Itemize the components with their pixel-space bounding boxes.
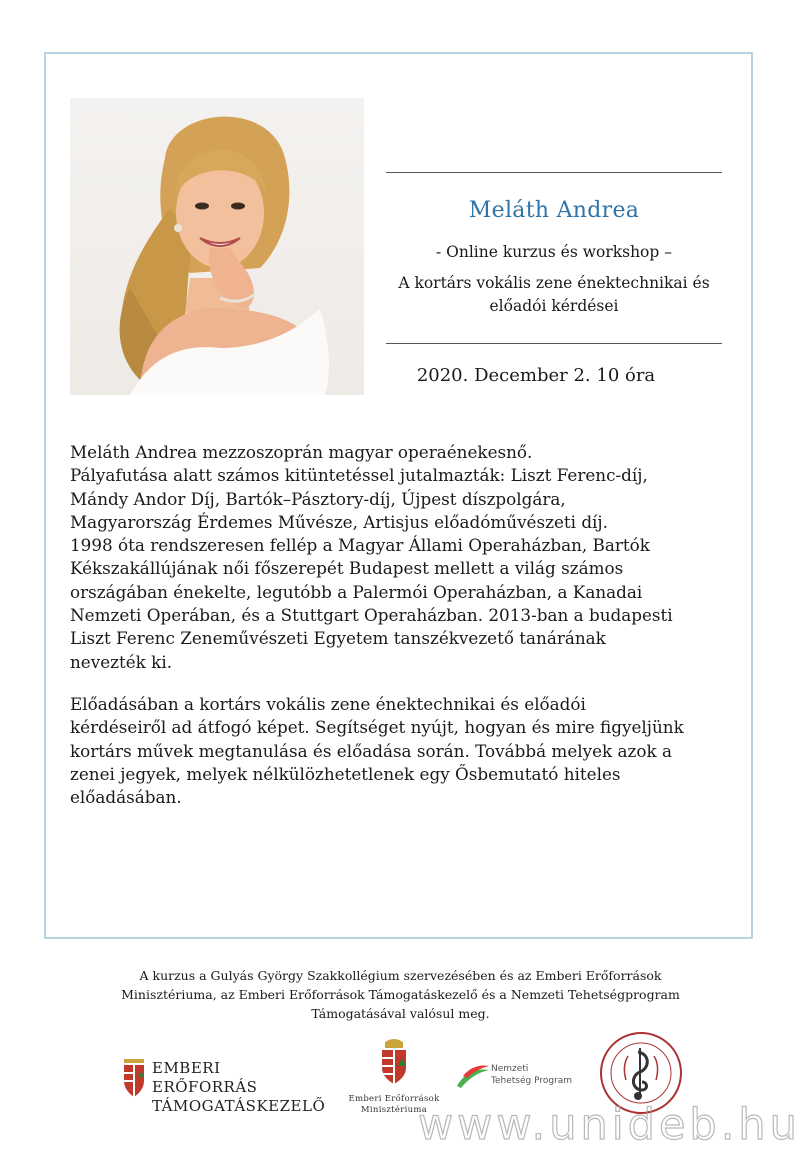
- topic-line: előadói kérdései: [489, 297, 619, 315]
- emmi-logo-line: Emberi Erőforrások: [348, 1094, 440, 1104]
- ntp-logo-line: Nemzeti: [491, 1064, 529, 1074]
- sponsor-note-line: Támogatásával valósul meg.: [311, 1006, 490, 1021]
- bio-line: Előadásában a kortárs vokális zene énektechnikai és előadói: [70, 694, 586, 714]
- ntp-logo: [455, 1062, 595, 1094]
- bio-line: 1998 óta rendszeresen fellép a Magyar Állami Operaházban, Bartók: [70, 535, 650, 556]
- sponsor-note: [80, 966, 721, 1023]
- bio-paragraph-2: [70, 693, 735, 809]
- topic-line: A kortárs vokális zene énektechnikai és: [398, 274, 710, 292]
- event-date: 2020. December 2. 10 óra: [416, 365, 656, 386]
- portrait-photo: [70, 98, 364, 395]
- emet-logo-line: TÁMOGATÁSKEZELŐ: [152, 1097, 326, 1115]
- bio-line: kortárs művek megtanulása és előadása során. Továbbá melyek azok a: [70, 740, 673, 761]
- divider-bottom: [386, 343, 722, 344]
- watermark: www.unideb.hu: [418, 1100, 801, 1150]
- bio-line: Kékszakállújának női főszerepét Budapest mellett a világ számos: [70, 558, 624, 579]
- bio-line: Liszt Ferenc Zeneművészeti Egyetem tanszékvezető tanárának: [70, 628, 606, 649]
- event-subtitle: - Online kurzus és workshop –: [436, 243, 672, 261]
- hungarian-crest-icon: [120, 1055, 148, 1099]
- sponsor-note-line: Minisztériuma, az Emberi Erőforrások Támogatáskezelő és a Nemzeti Tehetségprogram: [121, 987, 680, 1002]
- ntp-logo-line: Tehetség Program: [491, 1076, 573, 1086]
- event-topic: [380, 272, 728, 318]
- bio-line: zenei jegyek, melyek nélkülözhetetlenek egy Ősbemutató hiteles: [70, 763, 621, 784]
- bio-line: előadásában.: [70, 787, 182, 808]
- bio-line: kérdéseiről ad átfogó képet. Segítséget nyújt, hogyan és mire figyeljünk: [70, 717, 684, 738]
- sponsor-note-line: A kurzus a Gulyás György Szakkollégium szervezésében és az Emberi Erőforrások: [139, 968, 662, 983]
- divider-top: [386, 172, 722, 173]
- emmi-logo-line: Minisztériuma: [360, 1105, 428, 1115]
- emet-logo: [120, 1055, 330, 1115]
- speaker-name: Meláth Andrea: [468, 198, 640, 223]
- hungarian-crest-icon: [377, 1038, 411, 1086]
- bio-line: Meláth Andrea mezzoszoprán magyar operaénekesnő.: [70, 442, 533, 462]
- ntp-swoosh-icon: [455, 1062, 491, 1092]
- emet-logo-line: EMBERI ERŐFORRÁS: [152, 1059, 258, 1096]
- bio-line: Nemzeti Operában, és a Stuttgart Operaházban. 2013-ban a budapesti: [70, 605, 673, 626]
- bio-line: nevezték ki.: [70, 651, 173, 672]
- bio-line: Pályafutása alatt számos kitüntetéssel jutalmazták: Liszt Ferenc-díj,: [70, 465, 648, 486]
- bio-line: Magyarország Érdemes Művésze, Artisjus előadóművészeti díj.: [70, 511, 608, 532]
- bio-paragraph-1: [70, 441, 735, 674]
- bio-line: Mándy Andor Díj, Bartók–Pásztory-díj, Újpest díszpolgára,: [70, 488, 566, 509]
- bio-line: országában énekelte, legutóbb a Palermói Operaházban, a Kanadai: [70, 581, 643, 602]
